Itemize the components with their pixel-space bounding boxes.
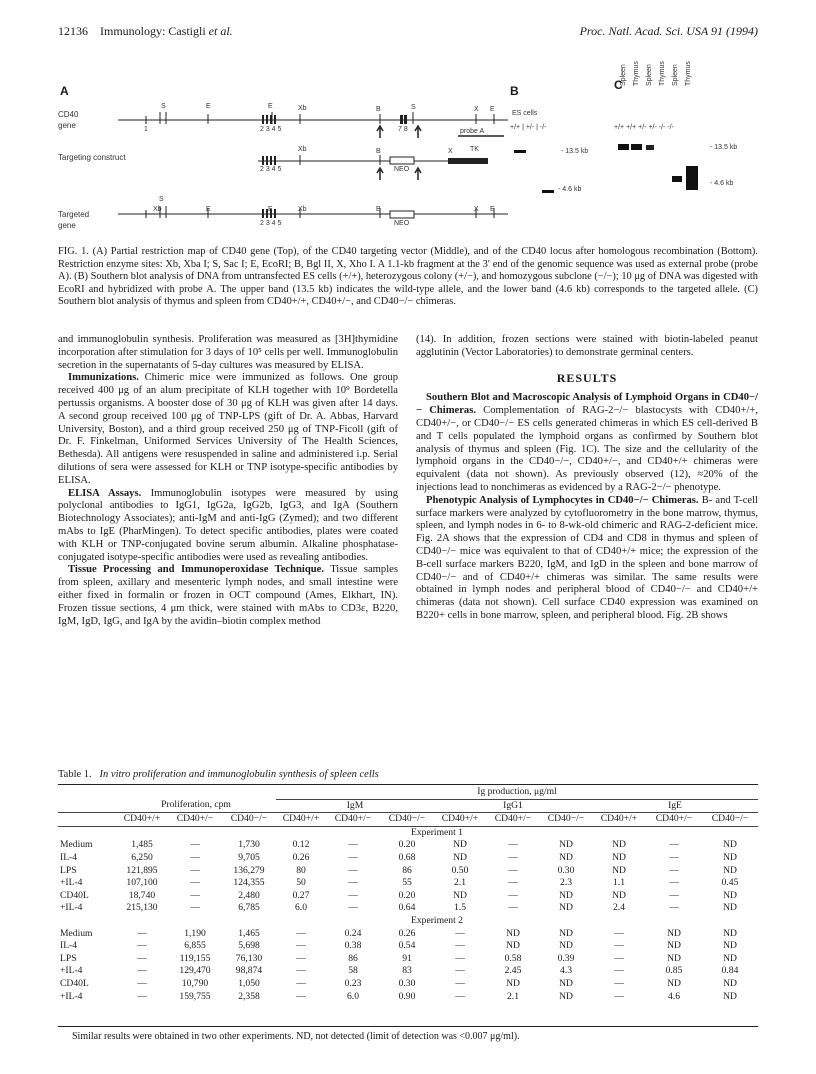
table-row <box>58 852 758 865</box>
table-cell: 5,698 <box>238 940 260 952</box>
column-genotype-header: CD40−/− <box>547 813 585 825</box>
experiment-1-row <box>58 826 758 839</box>
table-cell: — <box>296 990 306 1002</box>
table-cell: ND <box>723 864 737 876</box>
panel-b-letter: B <box>510 84 519 98</box>
ig-production-header: Ig production, μg/ml <box>477 786 557 797</box>
tissue-heading: Tissue Processing and Immunoperoxidase Technique. <box>68 564 324 576</box>
row-condition: LPS <box>60 864 77 876</box>
table-cell: — <box>614 952 624 964</box>
journal-header: Proc. Natl. Acad. Sci. USA 91 (1994) <box>579 24 758 38</box>
table-cell: — <box>669 864 679 876</box>
table-cell: 0.50 <box>451 864 469 876</box>
table-cell: 6,855 <box>184 940 206 952</box>
table-cell: 0.39 <box>557 952 575 964</box>
table-cell: — <box>348 839 358 851</box>
neo-cassette <box>390 211 414 218</box>
experiment-2-body <box>58 928 758 1004</box>
restriction-map-svg <box>118 98 508 238</box>
targeted-label-e2: E <box>268 206 273 213</box>
table-cell: 9,705 <box>238 851 260 863</box>
table-cell: 107,100 <box>126 877 158 889</box>
methods-continuation: (14). In addition, frozen sections were stained with biotin-labeled peanut agglutinin (Vector Laboratories) to demonstrate germinal centers. <box>416 334 758 358</box>
table-cell: 0.30 <box>398 977 416 989</box>
table-cell: — <box>137 990 147 1002</box>
table-cell: — <box>455 940 465 952</box>
table-cell: ND <box>667 927 681 939</box>
table-cell: 0.38 <box>344 940 362 952</box>
table-cell: — <box>669 902 679 914</box>
running-et-al: et al. <box>208 24 233 38</box>
immunizations-heading: Immunizations. <box>68 372 139 384</box>
table-cell: — <box>508 851 518 863</box>
band-c2 <box>631 144 642 150</box>
page-number: 12136 <box>58 24 88 38</box>
southern-blot-paragraph <box>416 392 758 494</box>
targeted-gene-label-2: gene <box>58 221 76 230</box>
table-cell: 0.85 <box>665 965 683 977</box>
row-condition: CD40L <box>60 977 89 989</box>
table-cell: — <box>508 889 518 901</box>
panel-c-columns <box>618 61 708 124</box>
probe-a-label: probe A <box>460 128 485 135</box>
table-cell: ND <box>559 940 573 952</box>
results-heading: RESULTS <box>556 370 618 385</box>
construct-label-xb: Xb <box>298 146 307 153</box>
table-cell: ND <box>559 889 573 901</box>
phenotypic-body: B- and T-cell surface markers were analyzed by cytofluorometry in the bone marrow, thymus, spleen, and lymph nodes in 6- to 8-wk-old chimeric and RAG-2-deficient mice. Fig. 2A shows that the expression of CD4 and CD8 in thymus and spleen of CD40−/− mice was equivalent to that of CD40+/+ mice; the expression of the B-cell surface markers B220, IgM, and IgD in the spleen and bone marrow of CD40−/− and of CD40+/+ chimeras was similar. The same results were obtained in lymph nodes and peripheral blood of CD40−/− and CD40+/+ chimeras (data not shown). Cell surface CD40 expression was examined on B220+ cells in bone marrow, spleen, and peripheral blood. Fig. 2B shows <box>416 494 758 621</box>
table-cell: — <box>455 965 465 977</box>
cd40-gene-exon <box>400 115 403 124</box>
table-cell: ND <box>723 940 737 952</box>
tissue-paragraph <box>58 564 398 628</box>
c-col-1: Spleen <box>620 64 627 86</box>
es-cells-label: ES cells <box>512 110 538 117</box>
table-cell: ND <box>723 952 737 964</box>
table-cell: ND <box>506 927 520 939</box>
row-condition: IL-4 <box>60 851 78 863</box>
table-cell: 0.12 <box>292 839 310 851</box>
targeted-exon-label: 2 3 4 5 <box>260 220 282 227</box>
table-cell: — <box>669 889 679 901</box>
table-cell: ND <box>453 889 467 901</box>
table-cell: 58 <box>348 965 358 977</box>
tissue-body: Tissue samples from spleen, axillary and mesenteric lymph nodes, and small intestine were either fixed in formalin or frozen in OCT compound (Ames, Elkhart, IN). Frozen tissue sections, 4 μm thick, were stained with mAbs to CD3ε, B220, IgM, IgD, IgG, and IgA by the avidin–biotin complex method <box>58 564 398 627</box>
table-row <box>58 965 758 978</box>
table-cell: ND <box>667 977 681 989</box>
arrow-icon <box>415 168 421 180</box>
cd40-gene-label-1: CD40 <box>58 110 79 119</box>
table-cell: ND <box>453 851 467 863</box>
column-genotype-header: CD40+/+ <box>282 813 320 825</box>
table-row <box>58 890 758 903</box>
band-c3 <box>646 145 654 150</box>
table-row <box>58 865 758 878</box>
table-cell: 121,895 <box>126 864 158 876</box>
table-cell: — <box>190 877 200 889</box>
exon-label-78: 7 8 <box>398 126 408 133</box>
row-condition: Medium <box>60 927 93 939</box>
site-label-x: X <box>474 106 479 113</box>
table-cell: — <box>669 877 679 889</box>
table-cell: — <box>137 965 147 977</box>
right-column <box>416 334 758 623</box>
table-cell: 91 <box>402 952 412 964</box>
arrow-icon <box>377 126 383 138</box>
table-cell: 0.24 <box>344 927 362 939</box>
immunizations-body: Chimeric mice were immunized as follows. One group received 400 μg of an alum precipitate of KLH together with 10⁹ Bordetella pertussis organisms. A booster dose of 30 μg of KLH was given after 14 days. A second group received 100 μg of TNP-LPS (gift of Dr. A. Abbas, Harvard University, Boston), and a third group received 250 μg of TNP-Ficoll (gift of Dr. F. Finkelman, Uniformed Services University of The Health Sciences, Bethesda). All antigens were resuspended in saline and administered i.p. Serial dilutions of sera were assessed for KLH or TNP isotype-specific antibodies by ELISA. <box>58 372 398 486</box>
igg1-header: IgG1 <box>434 799 592 813</box>
table-cell: 2,358 <box>238 990 260 1002</box>
site-label-xb: Xb <box>298 105 307 112</box>
phenotypic-heading: Phenotypic Analysis of Lymphocytes in CD40−/− Chimeras. <box>426 494 699 506</box>
table-cell: 86 <box>402 864 412 876</box>
row-condition: CD40L <box>60 889 89 901</box>
table-cell: 0.54 <box>398 940 416 952</box>
ige-header: IgE <box>592 799 758 813</box>
table-cell: 6.0 <box>295 902 307 914</box>
table-cell: — <box>614 977 624 989</box>
table-cell: 6,250 <box>131 851 153 863</box>
table-cell: ND <box>612 851 626 863</box>
table-row <box>58 953 758 966</box>
table-cell: 10,790 <box>181 977 209 989</box>
table-cell: 76,130 <box>235 952 263 964</box>
table-cell: ND <box>612 864 626 876</box>
table-cell: — <box>455 990 465 1002</box>
table-cell: — <box>296 927 306 939</box>
row-condition: Medium <box>60 839 93 851</box>
table-row <box>58 839 758 852</box>
table-cell: — <box>614 990 624 1002</box>
table-cell: 0.26 <box>292 851 310 863</box>
table-bottom-rule <box>58 1026 758 1027</box>
row-condition: LPS <box>60 952 77 964</box>
table-cell: — <box>669 839 679 851</box>
table-cell: — <box>296 965 306 977</box>
table-cell: 215,130 <box>126 902 158 914</box>
site-label-b: B <box>376 106 381 113</box>
table-cell: — <box>190 889 200 901</box>
table-cell: 129,470 <box>179 965 211 977</box>
table-row <box>58 877 758 890</box>
row-condition: +IL-4 <box>60 990 83 1002</box>
table-cell: — <box>190 839 200 851</box>
table-cell: ND <box>559 851 573 863</box>
table-caption <box>58 769 379 780</box>
table-cell: — <box>614 965 624 977</box>
table-cell: 119,155 <box>179 952 211 964</box>
tk-label: TK <box>470 146 479 153</box>
column-genotype-header: CD40+/− <box>655 813 693 825</box>
table-cell: ND <box>506 977 520 989</box>
table-cell: 0.90 <box>398 990 416 1002</box>
table-cell: ND <box>723 990 737 1002</box>
table-cell: 55 <box>402 877 412 889</box>
table-row <box>58 978 758 991</box>
table-cell: 50 <box>296 877 306 889</box>
column-genotype-header: CD40+/− <box>494 813 532 825</box>
c-genotypes: +/+ +/+ +/- +/- -/- -/- <box>614 124 674 131</box>
table-cell: — <box>190 851 200 863</box>
table-cell: — <box>455 952 465 964</box>
table-cell: — <box>614 940 624 952</box>
table-cell: ND <box>453 839 467 851</box>
table-cell: 1,190 <box>184 927 206 939</box>
targeted-label-xb2: Xb <box>298 206 307 213</box>
table-1 <box>58 786 758 1003</box>
table-cell: — <box>348 902 358 914</box>
site-label-e: E <box>206 103 211 110</box>
band-c1 <box>618 144 629 150</box>
row-condition: +IL-4 <box>60 902 83 914</box>
band-13-5-wt <box>514 150 526 153</box>
c-col-4: Thymus <box>659 61 666 86</box>
table-cell: — <box>296 940 306 952</box>
targeted-label-b: B <box>376 206 381 213</box>
table-cell: 80 <box>296 864 306 876</box>
table-cell: — <box>348 864 358 876</box>
exon-label-2345: 2 3 4 5 <box>260 126 282 133</box>
c-col-2: Thymus <box>633 61 640 86</box>
table-cell: 0.20 <box>398 889 416 901</box>
panel-a-letter: A <box>60 84 69 98</box>
table-cell: — <box>137 977 147 989</box>
column-genotype-header: CD40−/− <box>711 813 749 825</box>
immunizations-paragraph <box>58 372 398 487</box>
targeted-label-e3: E <box>490 206 495 213</box>
table-cell: 2.4 <box>613 902 625 914</box>
table-cell: 2,480 <box>238 889 260 901</box>
table-cell: — <box>348 889 358 901</box>
site-label-s2: S <box>411 104 416 111</box>
elisa-body: Immunoglobulin isotypes were measured by using polyclonal antibodies to IgG1, IgG2a, IgG2b, IgG3, and IgA (Southern Biotechnology Associates); anti-IgM and anti-IgG (Zymed); and two different mAbs to IgE (PharMingen). To detect specific antibodies, plates were coated with KLH or TNP-conjugated bovine serum albumin. Alkaline phosphatase-conjugated isotype-specific antibodies were used as revealing antibodies. <box>58 487 398 563</box>
site-label-s: S <box>161 103 166 110</box>
table-cell: 2.1 <box>507 990 519 1002</box>
table-cell: ND <box>667 940 681 952</box>
table-cell: ND <box>559 902 573 914</box>
table-cell: — <box>614 927 624 939</box>
b-4-6-label: - 4.6 kb <box>558 186 582 193</box>
table-cell: — <box>137 940 147 952</box>
targeted-label-e: E <box>206 206 211 213</box>
table-cell: 6.0 <box>347 990 359 1002</box>
tk-cassette <box>448 158 488 164</box>
table-cell: ND <box>723 889 737 901</box>
row-condition: +IL-4 <box>60 877 83 889</box>
cd40-gene-exon <box>404 115 407 124</box>
table-cell: 0.20 <box>398 839 416 851</box>
table-cell: — <box>190 902 200 914</box>
table-row <box>58 940 758 953</box>
targeting-construct-label: Targeting construct <box>58 153 126 162</box>
table-cell: ND <box>723 927 737 939</box>
table-cell: 2.3 <box>560 877 572 889</box>
table-cell: 0.68 <box>398 851 416 863</box>
c-13-5-label: - 13.5 kb <box>710 144 738 151</box>
table-cell: ND <box>559 977 573 989</box>
table-cell: 0.27 <box>292 889 310 901</box>
table-row <box>58 991 758 1004</box>
table-cell: 4.3 <box>560 965 572 977</box>
row-condition: IL-4 <box>60 940 78 952</box>
table-cell: 18,740 <box>128 889 156 901</box>
table-cell: ND <box>723 851 737 863</box>
table-cell: — <box>348 877 358 889</box>
table-cell: — <box>669 851 679 863</box>
table-cell: 0.64 <box>398 902 416 914</box>
targeted-label-xb: Xb <box>153 206 162 213</box>
running-section: Immunology: Castigli <box>100 24 206 38</box>
panel-c-letter: C <box>614 78 623 92</box>
page-header-left <box>58 24 233 39</box>
table-cell: 0.84 <box>721 965 739 977</box>
table-top-rule <box>58 784 758 785</box>
column-genotype-header: CD40+/− <box>176 813 214 825</box>
southern-blot-body: Complementation of RAG-2−/− blastocysts with CD40+/+, CD40+/−, or CD40−/− ES cells generated chimeras in which ES cell-derived B and T cells populated the lymphoid organs as confirmed by Southern blot analysis of thymus and spleen (Fig. 1C). The size and the cellularity of the lymphoid organs in the CD40−/−, CD40+/−, and CD40+/+ chimeras were equivalent (data not shown). As previously observed (12), ≈20% of the injections lead to nonchimeras as evidenced by a RAG-2−/− phenotype. <box>416 405 759 493</box>
panel-c-blot <box>616 136 706 196</box>
exon-label-1: 1 <box>144 126 148 133</box>
neo-cassette <box>390 157 414 164</box>
table-cell: 98,874 <box>235 965 263 977</box>
table-cell: ND <box>559 990 573 1002</box>
column-genotype-header: CD40+/+ <box>600 813 638 825</box>
experiment-2-row <box>58 915 758 928</box>
experiment-1-body <box>58 839 758 915</box>
elisa-heading: ELISA Assays. <box>68 487 142 499</box>
table-cell: ND <box>723 977 737 989</box>
table-cell: — <box>190 864 200 876</box>
c-col-3: Spleen <box>646 64 653 86</box>
table-cell: ND <box>612 839 626 851</box>
targeted-label-x: X <box>474 206 479 213</box>
column-genotype-header: CD40+/+ <box>441 813 479 825</box>
table-cell: 136,279 <box>233 864 265 876</box>
southern-blot-heading: Southern Blot and Macroscopic Analysis of Lymphoid Organs in CD40−/− Chimeras. <box>416 392 758 417</box>
phenotypic-paragraph <box>416 495 758 623</box>
table-cell: 0.23 <box>344 977 362 989</box>
table-title: In vitro proliferation and immunoglobulin synthesis of spleen cells <box>99 769 379 780</box>
arrow-icon <box>415 126 421 138</box>
c-4-6-label: - 4.6 kb <box>710 180 734 187</box>
table-cell: ND <box>667 952 681 964</box>
es-genotypes: +/+ | +/- | -/- <box>510 124 547 131</box>
band-c5 <box>672 176 682 182</box>
figure-1 <box>58 48 758 238</box>
table-cell: 159,755 <box>179 990 211 1002</box>
table-header-row-1 <box>58 786 758 799</box>
site-label-e3: E <box>490 106 495 113</box>
table-cell: — <box>296 952 306 964</box>
table-cell: 1,465 <box>238 927 260 939</box>
methods-paragraph-1: and immunoglobulin synthesis. Proliferation was measured as [3H]thymidine incorporation after stimulation for 3 days of 10⁵ cells per well. Immunoglobulin secretion in the supernatants of 5-day cultures was measured by ELISA. <box>58 334 398 371</box>
table-cell: — <box>455 977 465 989</box>
table-cell: — <box>508 864 518 876</box>
table-cell: — <box>137 952 147 964</box>
table-cell: ND <box>723 839 737 851</box>
targeted-gene-label-1: Targeted <box>58 210 90 219</box>
figure-caption: FIG. 1. (A) Partial restriction map of CD40 gene (Top), of the CD40 targeting vector (Middle), and of the CD40 locus after homologous recombination (Bottom). Restriction enzyme sites: Xb, Xba I; S, Sac I; E, EcoRI; B, Bgl II, X, Xho I. A 1.1-kb fragment at the 3′ end of the genomic sequence was used as external probe (probe A). (B) Southern blot analysis of DNA from untransfected ES cells (+/+), heterozygous colony (+/−), and homozygous subclone (−/−); 10 μg of DNA was digested with EcoRI and hybridized with probe A. The upper band (13.5 kb) indicates the wild-type allele, and the lower band (4.6 kb) corresponds to the targeted allele. (C) Southern blot analysis of thymus and spleen from CD40+/+, CD40+/−, and CD40−/− chimeras. <box>58 246 758 308</box>
experiment-2-label: Experiment 2 <box>411 914 463 926</box>
row-condition: +IL-4 <box>60 965 83 977</box>
site-label-e2: E <box>268 103 273 110</box>
table-cell: 4.6 <box>668 990 680 1002</box>
cd40-gene-label-2: gene <box>58 121 76 130</box>
column-genotype-header: CD40−/− <box>230 813 268 825</box>
table-cell: 86 <box>348 952 358 964</box>
left-column <box>58 334 398 628</box>
table-cell: 1,730 <box>238 839 260 851</box>
table-cell: 0.45 <box>721 877 739 889</box>
c-col-6: Thymus <box>685 61 692 86</box>
table-cell: — <box>508 902 518 914</box>
column-genotype-header: CD40+/− <box>334 813 372 825</box>
band-4-6-het <box>542 190 554 193</box>
column-genotype-header: CD40+/+ <box>123 813 161 825</box>
table-cell: — <box>296 977 306 989</box>
table-cell: 0.26 <box>398 927 416 939</box>
table-cell: 1.1 <box>613 877 625 889</box>
experiment-1-label: Experiment 1 <box>411 826 463 838</box>
table-cell: 83 <box>402 965 412 977</box>
construct-neo-label: NEO <box>394 166 410 173</box>
table-cell: 0.30 <box>557 864 575 876</box>
table-cell: 124,355 <box>233 877 265 889</box>
table-row <box>58 902 758 915</box>
elisa-paragraph <box>58 488 398 565</box>
table-cell: ND <box>559 839 573 851</box>
targeted-label-s: S <box>159 196 164 203</box>
targeted-neo-label: NEO <box>394 220 410 227</box>
table-cell: ND <box>559 927 573 939</box>
table-subheader-row <box>58 813 758 827</box>
table-cell: — <box>508 877 518 889</box>
igm-header: IgM <box>276 799 434 813</box>
c-col-5: Spleen <box>672 64 679 86</box>
column-genotype-header: CD40−/− <box>388 813 426 825</box>
construct-label-b: B <box>376 148 381 155</box>
table-cell: 1.5 <box>454 902 466 914</box>
table-row <box>58 928 758 941</box>
band-c6 <box>686 166 698 190</box>
table-number: Table 1. <box>58 769 92 780</box>
table-cell: — <box>348 851 358 863</box>
construct-exon-label: 2 3 4 5 <box>260 166 282 173</box>
construct-label-x: X <box>448 148 453 155</box>
table-cell: ND <box>723 902 737 914</box>
arrow-icon <box>377 168 383 180</box>
proliferation-header: Proliferation, cpm <box>161 799 231 811</box>
table-cell: 2.1 <box>454 877 466 889</box>
table-cell: ND <box>612 889 626 901</box>
table-header-row-2 <box>58 799 758 813</box>
table-cell: 1,050 <box>238 977 260 989</box>
table-cell: 0.58 <box>504 952 522 964</box>
table-cell: 6,785 <box>238 902 260 914</box>
table-cell: ND <box>506 940 520 952</box>
b-13-5-label: - 13.5 kb <box>561 148 589 155</box>
table-footnote: Similar results were obtained in two other experiments. ND, not detected (limit of detection was <0.007 μg/ml). <box>72 1031 520 1042</box>
table-cell: 2.45 <box>504 965 522 977</box>
table-cell: 1,485 <box>131 839 153 851</box>
table-cell: — <box>455 927 465 939</box>
table-cell: — <box>137 927 147 939</box>
table-cell: — <box>508 839 518 851</box>
